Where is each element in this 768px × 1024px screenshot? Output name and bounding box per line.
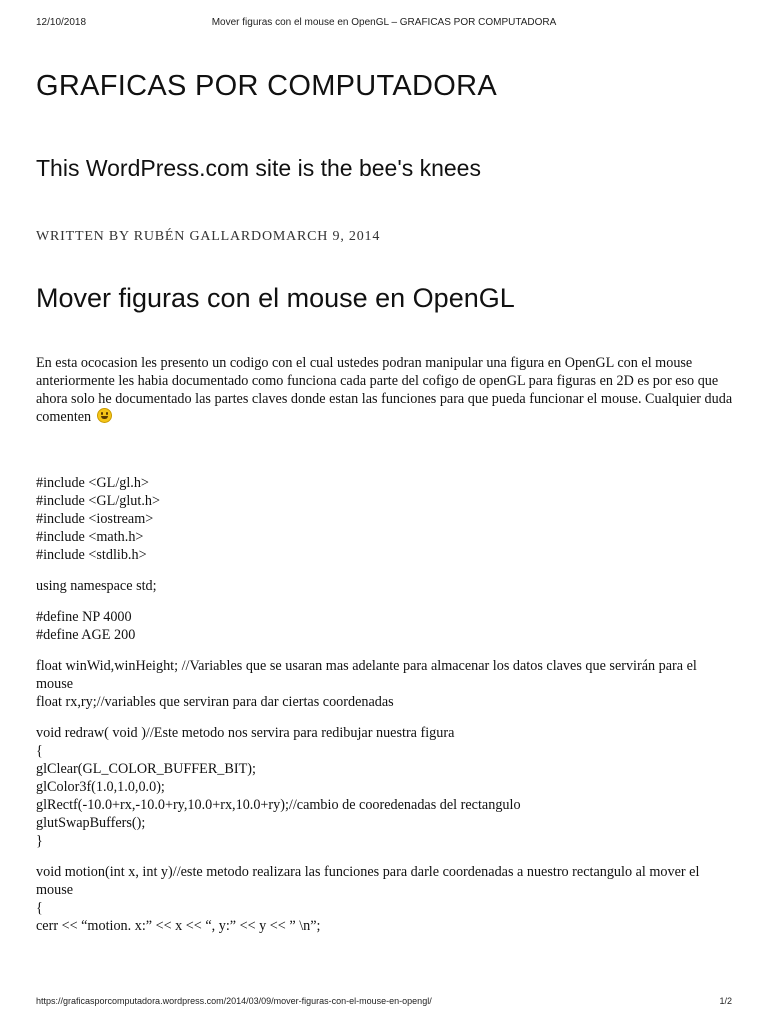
code-paragraph	[36, 577, 736, 595]
code-line: #include <GL/gl.h>	[36, 475, 149, 491]
code-line: cerr << “motion. x:” << x << “, y:” << y << ” \n”;	[36, 918, 321, 934]
code-line: float winWid,winHeight; //Variables que se usaran mas adelante para almacenar los datos claves que servirán para el mouse	[36, 658, 697, 692]
print-page-number: 1/2	[719, 996, 732, 1006]
code-line: #define AGE 200	[36, 627, 136, 643]
byline-author[interactable]: RUBÉN GALLARDO	[133, 229, 273, 244]
byline-prefix: WRITTEN BY	[36, 229, 134, 244]
print-footer	[36, 996, 732, 1010]
post-intro-text: En esta ococasion les presento un codigo con el cual ustedes podran manipular una figura en OpenGL con el mouse anteriormente les habia documentado como funciona cada parte del cofigo de openGL para figuras en 2D es por eso que ahora solo he documentado las partes claves donde estan las funciones para que pueda funcionar el mouse. Cualquier duda comenten	[36, 355, 733, 425]
post-title[interactable]: Mover figuras con el mouse en OpenGL	[36, 283, 515, 313]
code-paragraph	[36, 657, 736, 711]
code-line: {	[36, 900, 43, 916]
print-date: 12/10/2018	[36, 17, 87, 28]
post-byline	[36, 229, 380, 245]
byline-date[interactable]: MARCH 9, 2014	[272, 229, 381, 244]
post-body	[36, 354, 736, 948]
code-line: void motion(int x, int y)//este metodo realizara las funciones para darle coordenadas a nuestro rectangulo al mover el mouse	[36, 864, 700, 898]
site-title[interactable]: GRAFICAS POR COMPUTADORA	[36, 70, 498, 102]
print-page-title: Mover figuras con el mouse en OpenGL – GRAFICAS POR COMPUTADORA	[211, 17, 557, 28]
smiley-emoji-icon	[97, 408, 112, 423]
code-line: glClear(GL_COLOR_BUFFER_BIT);	[36, 761, 256, 777]
code-line: #include <iostream>	[36, 511, 154, 527]
code-line: #include <stdlib.h>	[36, 547, 147, 563]
code-line: #include <math.h>	[36, 529, 144, 545]
print-header	[36, 17, 732, 31]
code-line: glRectf(-10.0+rx,-10.0+ry,10.0+rx,10.0+ry);//cambio de cooredenadas del rectangulo	[36, 797, 521, 813]
code-line: #define NP 4000	[36, 609, 132, 625]
code-line: {	[36, 743, 43, 759]
post-intro-paragraph	[36, 354, 736, 426]
code-line: glutSwapBuffers();	[36, 815, 146, 831]
code-listing	[36, 474, 736, 935]
code-paragraph	[36, 724, 736, 850]
code-paragraph	[36, 863, 736, 935]
code-line: void redraw( void )//Este metodo nos servira para redibujar nuestra figura	[36, 725, 455, 741]
print-url: https://graficasporcomputadora.wordpress.com/2014/03/09/mover-figuras-con-el-mouse-en-opengl/	[36, 996, 432, 1006]
code-line: float rx,ry;//variables que serviran para dar ciertas coordenadas	[36, 694, 394, 710]
code-line: #include <GL/glut.h>	[36, 493, 160, 509]
code-line: }	[36, 833, 43, 849]
code-paragraph	[36, 608, 736, 644]
code-line: using namespace std;	[36, 578, 157, 594]
code-line: glColor3f(1.0,1.0,0.0);	[36, 779, 165, 795]
code-paragraph	[36, 474, 736, 564]
site-tagline: This WordPress.com site is the bee's knees	[36, 155, 481, 181]
